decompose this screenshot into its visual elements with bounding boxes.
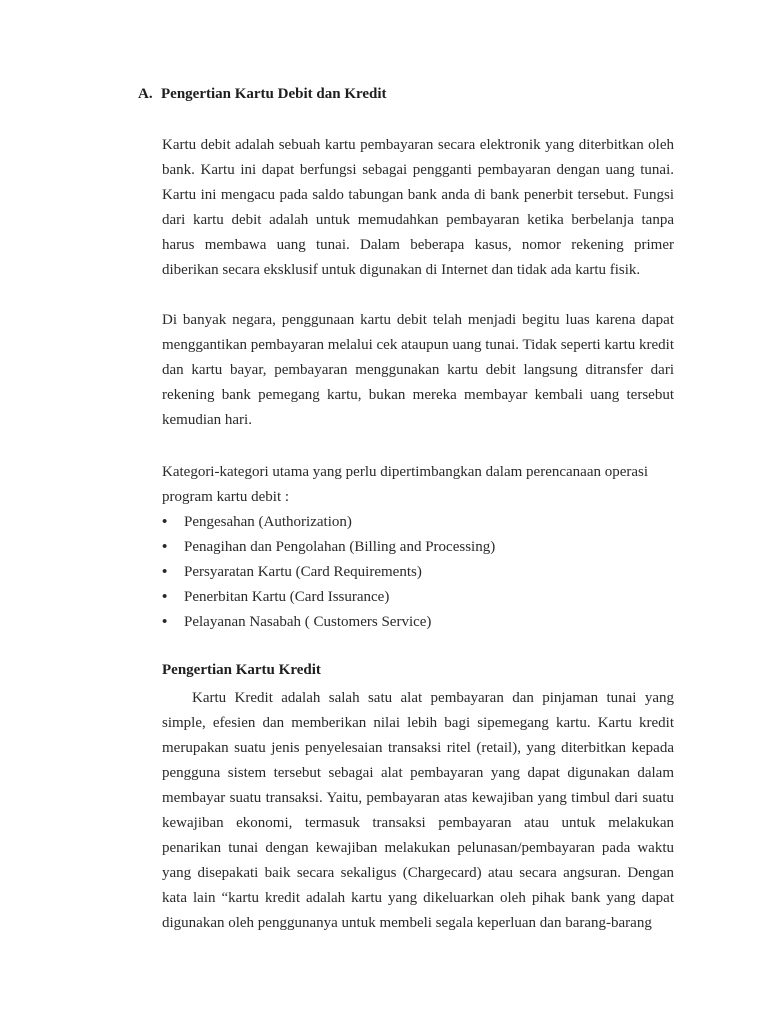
credit-heading: Pengertian Kartu Kredit <box>162 662 321 678</box>
list-item: • Penagihan dan Pengolahan (Billing and Processing) <box>162 535 495 560</box>
bullet-icon: • <box>162 564 168 580</box>
paragraph-credit-definition: Kartu Kredit adalah salah satu alat pembayaran dan pinjaman tunai yang simple, efesien dan memberikan nilai lebih bagi sipemegang kartu. Kartu kredit merupakan suatu jenis penyelesaian transaksi ritel (retail), yang diterbitkan kepada pengguna sistem tersebut sebagai alat pembayaran yang dapat digunakan dalam membayar suatu transaksi. Yaitu, pembayaran atas kewajiban yang timbul dari suatu kewajiban ekonomi, termasuk transaksi pembayaran atau untuk melakukan penarikan tunai dengan kewajiban melakukan pelunasan/pembayaran pada waktu yang disepakati baik secara sekaligus (Chargecard) atau secara angsuran. Dengan kata lain “kartu kredit adalah kartu yang dikeluarkan oleh pihak bank yang dapat digunakan oleh penggunanya untuk membeli segala keperluan dan barang-barang <box>162 690 674 931</box>
list-item: • Persyaratan Kartu (Card Requirements) <box>162 560 495 585</box>
list-item: • Pengesahan (Authorization) <box>162 510 495 535</box>
category-list <box>162 510 495 635</box>
paragraph-categories-line2: program kartu debit : <box>162 489 290 505</box>
bullet-icon: • <box>162 514 168 530</box>
paragraph-categories-line1: Kategori-kategori utama yang perlu dipertimbangkan dalam perencanaan operasi <box>162 464 649 480</box>
paragraph-debit-usage: Di banyak negara, penggunaan kartu debit telah menjadi begitu luas karena dapat menggantikan pembayaran melalui cek ataupun uang tunai. Tidak seperti kartu kredit dan kartu bayar, pembayaran menggunakan kartu debit langsung ditransfer dari rekening bank pemegang kartu, bukan mereka membayar kembali uang tersebut kemudian hari. <box>162 312 674 428</box>
paragraph-debit-definition: Kartu debit adalah sebuah kartu pembayaran secara elektronik yang diterbitkan oleh bank. Kartu ini dapat berfungsi sebagai pengganti pembayaran dengan uang tunai. Kartu ini mengacu pada saldo tabungan bank anda di bank penerbit tersebut. Fungsi dari kartu debit adalah untuk memudahkan pembayaran ketika berbelanja tanpa harus membawa uang tunai. Dalam beberapa kasus, nomor rekening primer diberikan secara eksklusif untuk digunakan di Internet dan tidak ada kartu fisik. <box>162 137 674 278</box>
section-heading <box>138 86 387 103</box>
section-title: Pengertian Kartu Debit dan Kredit <box>161 86 387 102</box>
section-number: A. <box>138 86 153 102</box>
bullet-icon: • <box>162 539 168 555</box>
bullet-icon: • <box>162 589 168 605</box>
list-item: • Pelayanan Nasabah ( Customers Service) <box>162 610 495 635</box>
list-item: • Penerbitan Kartu (Card Issurance) <box>162 585 495 610</box>
bullet-icon: • <box>162 614 168 630</box>
